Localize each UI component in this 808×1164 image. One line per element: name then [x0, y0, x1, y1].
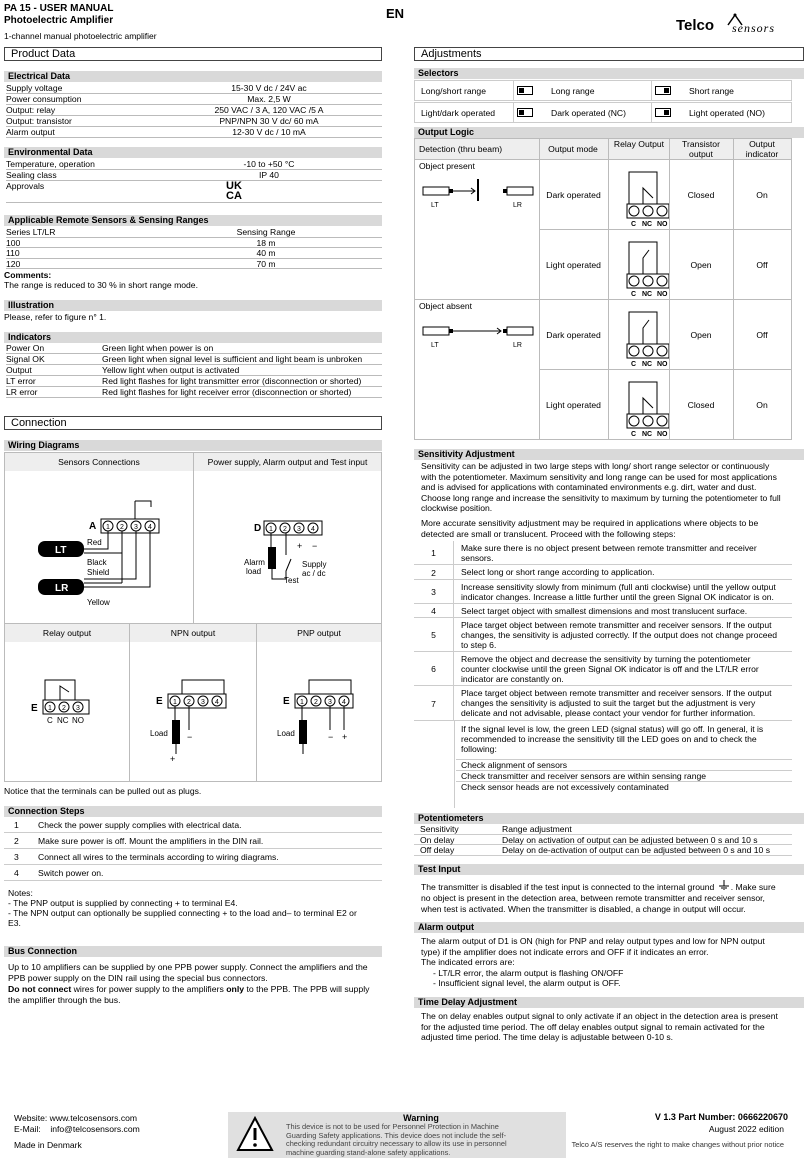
svg-text:+: +: [342, 732, 348, 742]
svg-text:C: C: [631, 291, 637, 298]
electrical-label: Output: transistor: [6, 116, 72, 126]
remote-row: [6, 248, 382, 259]
relay-state-diagram: [609, 230, 669, 300]
low-signal-text: If the signal level is low, the green LED (signal status) will go off. In general, it is recommended to increase the sensitivity till the LED goes on and to check the following:: [461, 724, 764, 754]
series-cell: 110: [6, 248, 20, 258]
output-logic-table: Detection (thru beam) Output mode Relay Output Transistor output Output indicator Object present Object absent LT LR LT LR Dark operated Closed On C NC NO Light operated Open Off C NC NO Dark operated Open Off C NC NO Light operated Closed On C NC NO: [414, 138, 792, 440]
svg-text:A: A: [89, 521, 97, 532]
selector-option: Short range: [689, 86, 734, 96]
output-indicator-cell: Off: [756, 260, 768, 270]
svg-text:4: 4: [215, 699, 219, 706]
svg-text:1: 1: [106, 524, 110, 531]
step-text: Remove the object and decrease the sensitivity by turning the potentiometer counter clockwise until the green Signal OK indicator is off and the LT/LR error indicator are constantly on.: [461, 654, 759, 684]
sensitivity-step-row: [414, 604, 792, 618]
bus-text: Up to 10 amplifiers can be supplied by one PPB power supply. Connect the amplifiers and the PPB power supply on the DIN rail using the special bus connectors. Do not connect wires for power supply to the amplifiers only to the PPB. The PPB will supply the amplifier through the bus.: [8, 962, 370, 1005]
step-text: Switch power on.: [38, 868, 104, 878]
indicator-label: Power On: [6, 343, 45, 353]
range-cell: 40 m: [256, 248, 276, 258]
svg-text:3: 3: [76, 705, 80, 712]
remote-row: [6, 227, 382, 238]
indicator-row: [6, 376, 382, 387]
svg-text:1: 1: [269, 526, 273, 533]
environmental-label: Approvals: [6, 181, 45, 191]
check-item: Check transmitter and receiver sensors are within sensing range: [456, 770, 792, 781]
environmental-row: [6, 181, 382, 203]
environmental-value: -10 to +50 °C: [243, 159, 295, 169]
object-present-diagram: [415, 175, 537, 215]
sensitivity-step-row: [414, 686, 792, 721]
selector-switch[interactable]: [517, 108, 533, 117]
svg-text:Supply: Supply: [302, 560, 327, 569]
connection-step-row: [4, 817, 382, 833]
output-logic-heading: Output Logic: [414, 127, 804, 138]
svg-text:LR: LR: [513, 342, 522, 349]
potentiometer-row: [414, 835, 792, 846]
svg-text:load: load: [246, 567, 262, 576]
relay-output-label: Relay output: [5, 624, 129, 642]
connection-step-row: [4, 865, 382, 881]
step-text: Make sure power is off. Mount the amplifiers in the DIN rail.: [38, 836, 264, 846]
svg-text:Alarm: Alarm: [244, 558, 265, 567]
sensitivity-step-row: [414, 618, 792, 652]
svg-text:1: 1: [300, 699, 304, 706]
electrical-row: [6, 116, 382, 127]
svg-text:Black: Black: [87, 558, 107, 567]
time-delay-text: The on delay enables output signal to only activate if an object in the detection area is present for the adjusted time period. The off delay enables output signal to remain activated for the adjusted time period. The time delay is adjustable between 0-10 s.: [421, 1011, 778, 1042]
svg-text:C: C: [631, 221, 637, 228]
terminals-note: Notice that the terminals can be pulled out as plugs.: [4, 786, 202, 796]
adjustments-heading: Adjustments: [414, 47, 804, 61]
svg-text:+: +: [170, 754, 176, 764]
electrical-value: PNP/NPN 30 V dc/ 60 mA: [219, 116, 319, 126]
step-number: 4: [414, 604, 454, 618]
svg-text:2: 2: [62, 705, 66, 712]
sensitivity-accurate: More accurate sensitivity adjustment may be required in applications where objects to be detected are small or translucent. Proceed with the following steps:: [421, 518, 759, 539]
svg-text:NO: NO: [72, 716, 84, 725]
environmental-value: IP 40: [259, 170, 279, 180]
object-absent-label: Object absent: [419, 301, 473, 311]
electrical-label: Alarm output: [6, 127, 55, 137]
electrical-row: [6, 83, 382, 94]
selector-row: [414, 80, 792, 101]
selector-option: Long/short range: [421, 86, 486, 96]
svg-text:NO: NO: [657, 221, 668, 228]
svg-text:+: +: [297, 541, 303, 551]
step-text: Select target object with smallest dimensions and most translucent surface.: [461, 606, 748, 616]
step-number: 5: [414, 618, 454, 652]
bus-heading: Bus Connection: [4, 946, 382, 957]
electrical-row: [6, 105, 382, 116]
environmental-heading: Environmental Data: [4, 147, 382, 158]
range-cell: 18 m: [256, 237, 276, 248]
svg-text:Yellow: Yellow: [87, 598, 110, 607]
wiring-diagrams: [4, 452, 382, 782]
test-input-heading: Test Input: [414, 864, 804, 875]
ukca-mark: UK CA: [226, 180, 242, 202]
electrical-label: Output: relay: [6, 105, 56, 115]
comments-text: The range is reduced to 30 % in short range mode.: [4, 280, 198, 290]
power-supply-label: Power supply, Alarm output and Test input: [193, 453, 381, 471]
output-mode-cell: Dark operated: [546, 330, 601, 340]
warning-box: Warning This device is not to be used for Personnel Protection in Machine Guarding Safety applications. This device does not include the self- checking redundant circuitry necessary to allow its use in personnel machine guarding stand-alone safety applications.: [228, 1112, 566, 1158]
svg-text:4: 4: [148, 524, 152, 531]
alarm-output-heading: Alarm output: [414, 922, 804, 933]
svg-text:Test: Test: [284, 576, 299, 585]
ground-icon: [717, 880, 731, 890]
svg-text:NO: NO: [657, 361, 668, 368]
selector-option: Long range: [551, 86, 595, 96]
relay-output-diagram: [5, 642, 129, 781]
remote-row: [6, 238, 382, 249]
potentiometer-desc: Delay on de-activation of output can be adjusted between 0 s and 10 s: [502, 845, 771, 855]
potentiometer-name: Off delay: [420, 845, 455, 855]
potentiometers-heading: Potentiometers: [414, 813, 804, 824]
step-number: 2: [14, 836, 19, 846]
environmental-label: Temperature, operation: [6, 159, 95, 169]
pnp-output-diagram: [257, 642, 381, 781]
step-number: 3: [14, 852, 19, 862]
output-mode-cell: Dark operated: [546, 190, 601, 200]
svg-text:LT: LT: [55, 545, 67, 556]
object-present-label: Object present: [419, 161, 475, 171]
footer-made: Made in Denmark: [14, 1140, 82, 1150]
sensitivity-step-row: [414, 580, 792, 604]
output-indicator-cell: Off: [756, 330, 768, 340]
svg-text:2: 2: [314, 699, 318, 706]
selector-switch[interactable]: [517, 86, 533, 95]
environmental-row: [6, 159, 382, 170]
svg-text:E: E: [156, 696, 163, 707]
doc-title: PA 15 - USER MANUAL: [4, 3, 114, 14]
electrical-label: Supply voltage: [6, 83, 63, 93]
connection-heading: Connection: [4, 416, 382, 430]
step-number: 7: [414, 686, 454, 721]
step-text: Place target object between remote transmitter and receiver sensors. If the output changes the sensitivity is adjusted to suit the target but the adjustment is very delicate and not advisable, please contact your vendor for further information.: [461, 688, 772, 718]
comments-label: Comments:: [4, 270, 52, 280]
relay-state-diagram: [609, 370, 669, 440]
connection-step-row: [4, 833, 382, 849]
electrical-row: [6, 94, 382, 105]
svg-text:3: 3: [134, 524, 138, 531]
selector-switch[interactable]: [655, 86, 671, 95]
pnp-output-label: PNP output: [256, 624, 381, 642]
remote-row: [6, 259, 382, 270]
indicator-row: [6, 343, 382, 354]
transistor-output-cell: Open: [690, 260, 712, 270]
warning-triangle-icon: [236, 1116, 274, 1152]
environmental-label: Sealing class: [6, 170, 57, 180]
svg-text:3: 3: [297, 526, 301, 533]
svg-text:2: 2: [283, 526, 287, 533]
series-cell: 120: [6, 258, 21, 269]
selector-row: [414, 102, 792, 123]
svg-text:NC: NC: [57, 716, 69, 725]
electrical-value: Max. 2,5 W: [247, 94, 291, 104]
part-number: V 1.3 Part Number: 0666220670: [654, 1112, 788, 1122]
output-mode-cell: Light operated: [546, 260, 601, 270]
potentiometer-name: Sensitivity: [420, 824, 459, 834]
footer-email: E-Mail: info@telcosensors.com: [14, 1124, 140, 1134]
object-absent-diagram: [415, 315, 537, 355]
step-number: 1: [14, 820, 19, 830]
alarm-output-text: The alarm output of D1 is ON (high for PNP and relay output types and low for NPN output type) if the amplifier does not indicate errors and OFF if it indicates an error. The indicated errors are: - LT/LR error, the alarm output is flashing ON/OFF - Insufficient signal level, the alarm output is OFF.: [421, 936, 765, 988]
electrical-label: Power consumption: [6, 94, 82, 104]
doc-subtitle: Photoelectric Amplifier: [4, 15, 114, 26]
step-number: 4: [14, 868, 19, 878]
indicator-label: LR error: [6, 387, 38, 397]
indicator-label: Output: [6, 365, 32, 375]
indicator-value: Red light flashes for light receiver error (disconnection or shorted): [102, 387, 352, 397]
sensors-connections-diagram: [5, 471, 193, 623]
svg-text:NO: NO: [657, 431, 668, 438]
language-code: EN: [386, 6, 405, 21]
electrical-row: [6, 127, 382, 138]
test-input-text: The transmitter is disabled if the test input is connected to the internal ground . Make sure no object is present in the detection area, between remote transmitter and receiver sensor, when test is activated. When the transmitter is disabled, a change in output will occur.: [421, 882, 776, 914]
range-cell: Sensing Range: [236, 227, 296, 237]
sensitivity-step-row: [414, 565, 792, 580]
product-data-heading: Product Data: [4, 47, 382, 61]
wiring-heading: Wiring Diagrams: [4, 440, 382, 451]
electrical-heading: Electrical Data: [4, 71, 382, 82]
svg-text:1: 1: [48, 705, 52, 712]
relay-state-diagram: [609, 160, 669, 230]
svg-text:2: 2: [187, 699, 191, 706]
svg-text:LR: LR: [55, 583, 69, 594]
svg-text:E: E: [31, 703, 38, 714]
step-text: Make sure there is no object present between remote transmitter and receiver sensors.: [461, 543, 757, 563]
svg-text:C: C: [631, 431, 637, 438]
environmental-row: [6, 170, 382, 181]
step-text: Place target object between remote transmitter and receiver sensors. If the output changes, the sensitivity is adjusted correctly. If the output does not change proceed to step 6.: [461, 620, 778, 650]
sensitivity-step-row: [414, 541, 792, 565]
svg-text:4: 4: [311, 526, 315, 533]
electrical-value: 12-30 V dc / 10 mA: [232, 127, 306, 137]
electrical-value: 15-30 V dc / 24V ac: [231, 83, 307, 93]
indicator-label: LT error: [6, 376, 36, 386]
svg-text:D: D: [254, 523, 262, 534]
selectors-heading: Selectors: [414, 68, 804, 79]
power-alarm-test-diagram: [194, 471, 381, 623]
indicator-value: Green light when signal level is sufficient and light beam is unbroken: [102, 354, 363, 364]
transistor-output-cell: Open: [690, 330, 712, 340]
illustration-heading: Illustration: [4, 300, 382, 311]
output-mode-cell: Light operated: [546, 400, 601, 410]
svg-text:NC: NC: [642, 291, 653, 298]
potentiometer-row: [414, 845, 792, 856]
svg-text:4: 4: [342, 699, 346, 706]
svg-text:LT: LT: [431, 202, 439, 209]
sensitivity-intro: Sensitivity can be adjusted in two large steps with long/ short range selector or continuously with the potentiometer. Maximum sensitivity and long range can be used for most applications and is advised for applications with contaminated environments e.g. dirt, water and dust. Choose long range and increase the sensitivity to maximum by turning the potentiometer to full clockwise position.: [421, 461, 781, 513]
edition: August 2022 edition: [708, 1124, 784, 1134]
indicator-value: Green light when power is on: [102, 343, 214, 353]
svg-text:C: C: [47, 716, 53, 725]
sensors-connections-label: Sensors Connections: [5, 453, 193, 471]
svg-text:3: 3: [201, 699, 205, 706]
selector-switch[interactable]: [655, 108, 671, 117]
selector-option: Light operated (NO): [689, 108, 765, 118]
svg-text:Red: Red: [87, 538, 102, 547]
transistor-output-cell: Closed: [687, 400, 715, 410]
check-item: Check sensor heads are not excessively contaminated: [456, 781, 792, 792]
step-number: 3: [414, 580, 454, 604]
indicator-row: [6, 387, 382, 398]
indicator-label: Signal OK: [6, 354, 45, 364]
connection-step-row: [4, 849, 382, 865]
output-indicator-cell: On: [756, 190, 768, 200]
indicators-heading: Indicators: [4, 332, 382, 343]
svg-text:LT: LT: [431, 342, 439, 349]
svg-text:NC: NC: [642, 221, 653, 228]
indicator-value: Red light flashes for light transmitter error (disconnection or shorted): [102, 376, 362, 386]
series-cell: 100: [6, 237, 21, 248]
svg-text:NC: NC: [642, 431, 653, 438]
output-indicator-cell: On: [756, 400, 768, 410]
step-text: Connect all wires to the terminals according to wiring diagrams.: [38, 852, 279, 862]
illustration-text: Please, refer to figure n° 1.: [4, 312, 107, 322]
potentiometer-name: On delay: [420, 834, 455, 845]
svg-text:NO: NO: [657, 291, 668, 298]
step-number: 1: [414, 541, 454, 565]
svg-text:E: E: [283, 696, 290, 707]
svg-text:NC: NC: [642, 361, 653, 368]
logo-mark-icon: [726, 13, 744, 27]
svg-text:2: 2: [120, 524, 124, 531]
range-cell: 70 m: [256, 258, 276, 269]
step-text: Increase sensitivity slowly from minimum (full anti clockwise) until the yellow output indicator changes. Increase a little further until the green Signal OK indicator is on.: [461, 582, 776, 602]
telco-logo: Telco sensors: [676, 13, 804, 39]
doc-desc: 1-channel manual photoelectric amplifier: [4, 31, 157, 41]
connection-steps-heading: Connection Steps: [4, 806, 382, 817]
svg-text:Load: Load: [277, 729, 295, 738]
svg-text:−: −: [328, 732, 334, 742]
npn-output-label: NPN output: [129, 624, 256, 642]
svg-text:Shield: Shield: [87, 568, 110, 577]
npn-output-diagram: [130, 642, 256, 781]
sensitivity-heading: Sensitivity Adjustment: [414, 449, 804, 460]
indicator-row: [6, 365, 382, 376]
selector-option: Light/dark operated: [421, 108, 496, 118]
svg-text:1: 1: [173, 699, 177, 706]
svg-text:ac / dc: ac / dc: [302, 569, 326, 578]
potentiometer-desc: Delay on activation of output can be adjusted between 0 s and 10 s: [502, 834, 758, 845]
step-text: Check the power supply complies with electrical data.: [38, 820, 242, 830]
svg-text:−: −: [187, 732, 193, 742]
footer-website: Website: www.telcosensors.com: [14, 1113, 138, 1123]
connection-notes: Notes: - The PNP output is supplied by connecting + to terminal E4. - The NPN output can optionally be supplied connecting + to the load and– to terminal E2 or E3.: [8, 888, 357, 928]
sensitivity-step-row: [414, 652, 792, 686]
check-item: Check alignment of sensors: [456, 759, 792, 770]
step-number: 2: [414, 565, 454, 580]
relay-state-diagram: [609, 300, 669, 370]
step-text: Select long or short range according to application.: [461, 567, 655, 577]
potentiometer-desc: Range adjustment: [502, 824, 572, 834]
indicator-row: [6, 354, 382, 365]
series-cell: Series LT/LR: [6, 227, 56, 237]
selector-option: Dark operated (NC): [551, 108, 626, 118]
time-delay-heading: Time Delay Adjustment: [414, 997, 804, 1008]
remote-heading: Applicable Remote Sensors & Sensing Ranges: [4, 215, 382, 226]
svg-text:Load: Load: [150, 729, 168, 738]
svg-text:LR: LR: [513, 202, 522, 209]
step-number: 6: [414, 652, 454, 686]
email-link[interactable]: info@telcosensors.com: [50, 1124, 140, 1134]
electrical-value: 250 VAC / 3 A, 120 VAC /5 A: [214, 105, 324, 115]
svg-text:3: 3: [328, 699, 332, 706]
potentiometer-row: [414, 824, 792, 835]
svg-text:−: −: [312, 541, 318, 551]
rights-notice: Telco A/S reserves the right to make changes without prior notice: [571, 1140, 784, 1149]
svg-text:C: C: [631, 361, 637, 368]
transistor-output-cell: Closed: [687, 190, 715, 200]
indicator-value: Yellow light when output is activated: [102, 365, 240, 375]
